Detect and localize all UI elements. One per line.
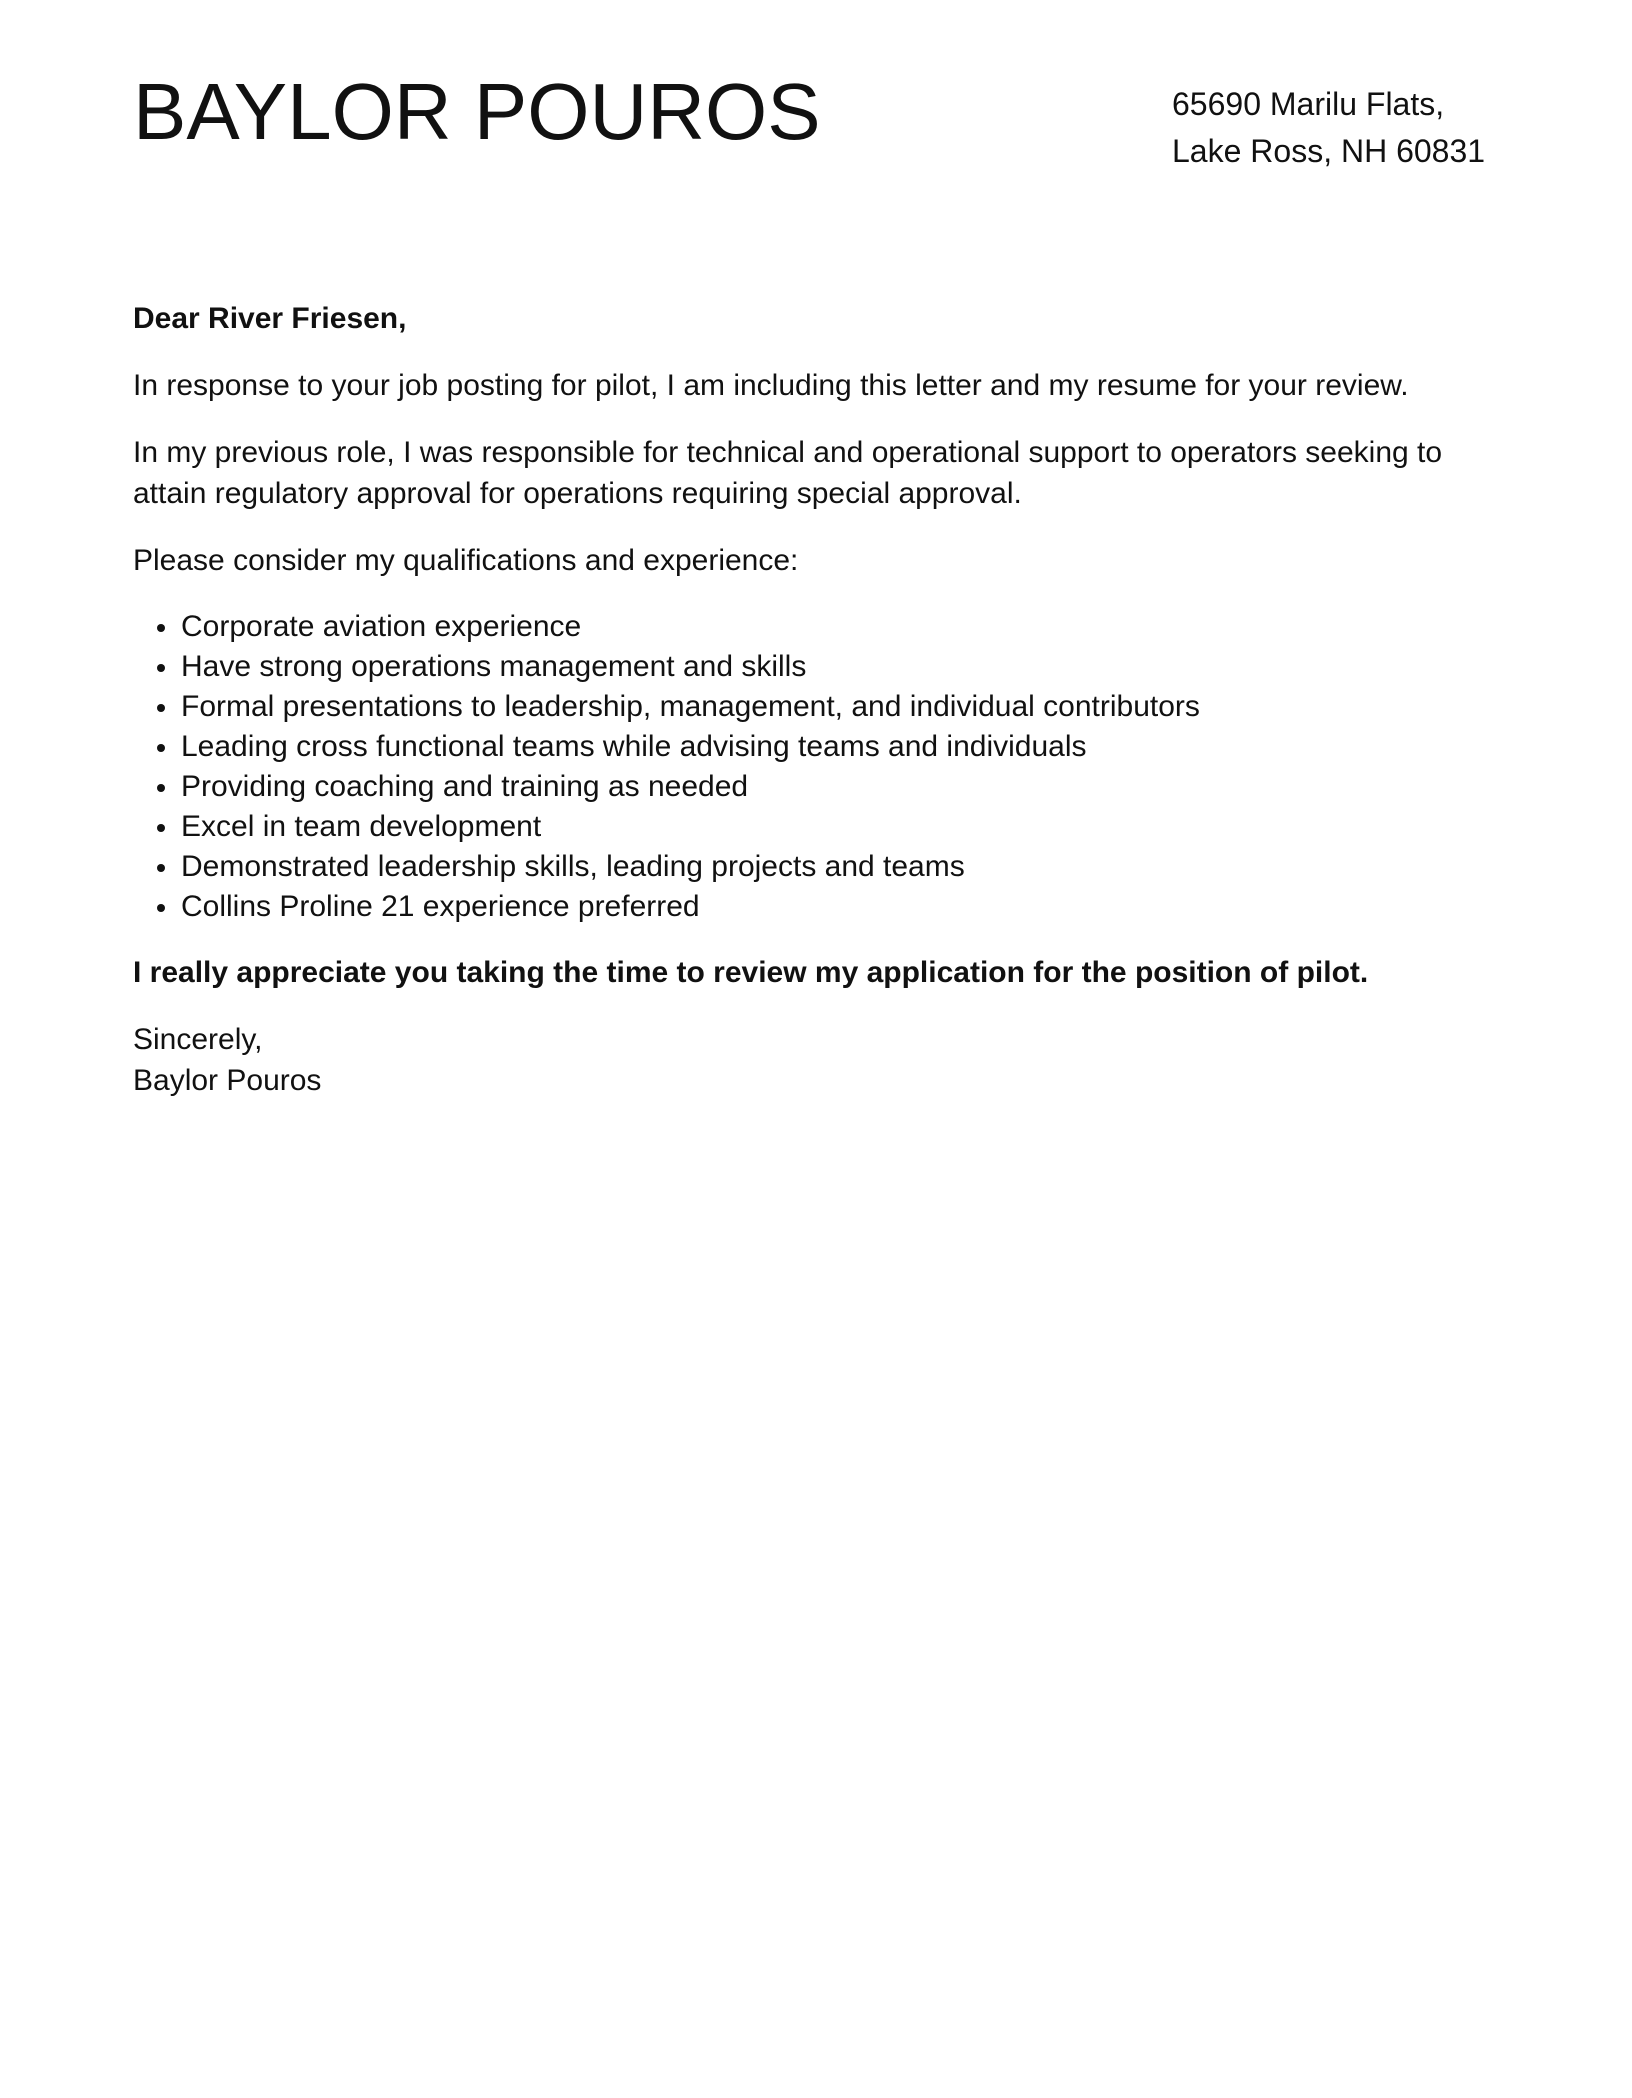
signoff-block (133, 1019, 1513, 1101)
intro-paragraph: In response to your job posting for pilot, I am including this letter and my resume for your review. (133, 369, 1409, 402)
letter-body (133, 298, 1513, 1101)
list-item: Formal presentations to leadership, management, and individual contributors (133, 687, 1513, 727)
list-item: Excel in team development (133, 807, 1513, 847)
list-item: Demonstrated leadership skills, leading projects and teams (133, 847, 1513, 887)
qualifications-list (133, 607, 1513, 927)
applicant-name: BAYLOR POUROS (133, 67, 821, 156)
list-item: Collins Proline 21 experience preferred (133, 887, 1513, 927)
list-item: Corporate aviation experience (133, 607, 1513, 647)
closing-statement: I really appreciate you taking the time to review my application for the position of pilot. (133, 956, 1369, 989)
signature-name: Baylor Pouros (133, 1064, 322, 1097)
address-line-2: Lake Ross, NH 60831 (1172, 133, 1486, 169)
salutation: Dear River Friesen, (133, 302, 407, 335)
signoff: Sincerely, (133, 1023, 263, 1056)
list-item: Leading cross functional teams while advising teams and individuals (133, 727, 1513, 767)
applicant-address (1172, 81, 1592, 175)
experience-paragraph: In my previous role, I was responsible for technical and operational support to operators seeking to attain regulatory approval for operations requiring special approval. (133, 436, 1443, 510)
address-line-1: 65690 Marilu Flats, (1172, 86, 1445, 122)
list-item: Have strong operations management and skills (133, 647, 1513, 687)
list-item: Providing coaching and training as needed (133, 767, 1513, 807)
qualifications-intro: Please consider my qualifications and experience: (133, 544, 799, 577)
